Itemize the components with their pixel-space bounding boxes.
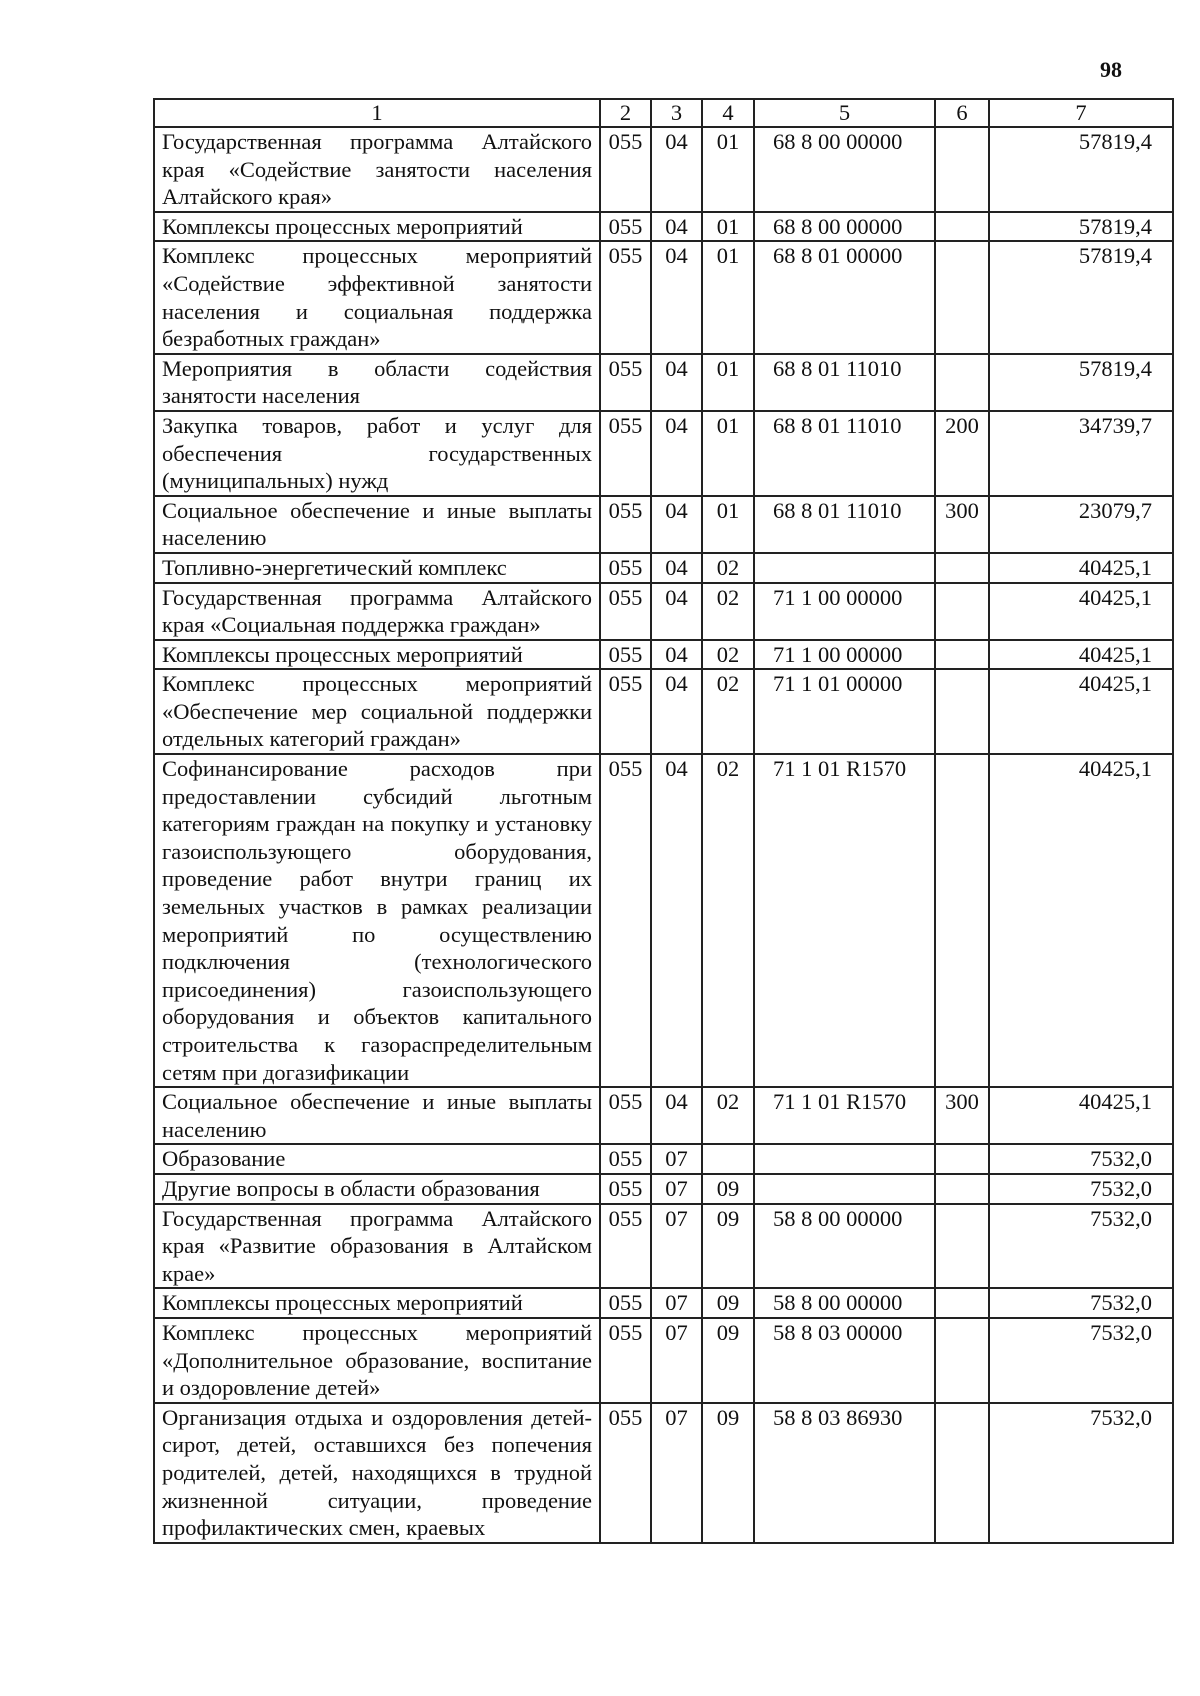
section-code-cell: 07 xyxy=(651,1204,702,1289)
row-name-cell: Комплексы процессных мероприятий xyxy=(154,640,600,670)
amount-cell: 57819,4 xyxy=(989,127,1173,212)
target-article-cell xyxy=(754,1144,935,1174)
table-row xyxy=(154,241,1173,353)
table-row xyxy=(154,411,1173,496)
target-article-cell: 58 8 00 00000 xyxy=(754,1288,935,1318)
amount-cell: 7532,0 xyxy=(989,1144,1173,1174)
section-code-cell: 07 xyxy=(651,1403,702,1543)
admin-code-cell: 055 xyxy=(600,127,651,212)
row-name-cell: Комплекс процессных мероприятий «Содействие эффективной занятости населения и социальная поддержка безработных граждан» xyxy=(154,241,600,353)
table-row xyxy=(154,553,1173,583)
amount-cell: 7532,0 xyxy=(989,1403,1173,1543)
table-row xyxy=(154,640,1173,670)
column-header-4: 4 xyxy=(702,99,754,127)
table-row xyxy=(154,127,1173,212)
subsection-code-cell: 02 xyxy=(702,1087,754,1144)
table-row xyxy=(154,583,1173,640)
expense-type-cell: 200 xyxy=(935,411,989,496)
subsection-code-cell: 01 xyxy=(702,411,754,496)
column-header-5: 5 xyxy=(754,99,935,127)
target-article-cell xyxy=(754,553,935,583)
expense-type-cell xyxy=(935,754,989,1087)
subsection-code-cell: 09 xyxy=(702,1403,754,1543)
amount-cell: 40425,1 xyxy=(989,754,1173,1087)
admin-code-cell: 055 xyxy=(600,1144,651,1174)
admin-code-cell: 055 xyxy=(600,241,651,353)
section-code-cell: 07 xyxy=(651,1288,702,1318)
target-article-cell: 71 1 01 R1570 xyxy=(754,754,935,1087)
target-article-cell: 68 8 01 11010 xyxy=(754,496,935,553)
row-name-cell: Закупка товаров, работ и услуг для обеспечения государственных (муниципальных) нужд xyxy=(154,411,600,496)
amount-cell: 7532,0 xyxy=(989,1288,1173,1318)
subsection-code-cell: 01 xyxy=(702,127,754,212)
table-row xyxy=(154,754,1173,1087)
row-name-cell: Топливно-энергетический комплекс xyxy=(154,553,600,583)
amount-cell: 7532,0 xyxy=(989,1174,1173,1204)
table-row xyxy=(154,1144,1173,1174)
target-article-cell: 68 8 01 11010 xyxy=(754,354,935,411)
row-name-cell: Государственная программа Алтайского края «Развитие образования в Алтайском крае» xyxy=(154,1204,600,1289)
expense-type-cell xyxy=(935,1318,989,1403)
section-code-cell: 04 xyxy=(651,553,702,583)
expense-type-cell xyxy=(935,1204,989,1289)
admin-code-cell: 055 xyxy=(600,411,651,496)
column-header-2: 2 xyxy=(600,99,651,127)
target-article-cell: 71 1 01 00000 xyxy=(754,669,935,754)
page-number: 98 xyxy=(1100,57,1122,82)
row-name-cell: Образование xyxy=(154,1144,600,1174)
subsection-code-cell: 01 xyxy=(702,212,754,242)
subsection-code-cell: 01 xyxy=(702,241,754,353)
subsection-code-cell: 09 xyxy=(702,1174,754,1204)
expense-type-cell xyxy=(935,553,989,583)
section-code-cell: 04 xyxy=(651,496,702,553)
admin-code-cell: 055 xyxy=(600,1087,651,1144)
admin-code-cell: 055 xyxy=(600,669,651,754)
section-code-cell: 07 xyxy=(651,1144,702,1174)
expense-type-cell xyxy=(935,127,989,212)
target-article-cell: 68 8 00 00000 xyxy=(754,212,935,242)
target-article-cell: 58 8 00 00000 xyxy=(754,1204,935,1289)
subsection-code-cell: 09 xyxy=(702,1204,754,1289)
subsection-code-cell: 02 xyxy=(702,669,754,754)
subsection-code-cell: 02 xyxy=(702,754,754,1087)
subsection-code-cell xyxy=(702,1144,754,1174)
subsection-code-cell: 02 xyxy=(702,640,754,670)
admin-code-cell: 055 xyxy=(600,1204,651,1289)
amount-cell: 40425,1 xyxy=(989,553,1173,583)
section-code-cell: 04 xyxy=(651,669,702,754)
target-article-cell: 58 8 03 86930 xyxy=(754,1403,935,1543)
row-name-cell: Комплекс процессных мероприятий «Обеспечение мер социальной поддержки отдельных категорий граждан» xyxy=(154,669,600,754)
table-row xyxy=(154,354,1173,411)
row-name-cell: Комплексы процессных мероприятий xyxy=(154,212,600,242)
subsection-code-cell: 02 xyxy=(702,553,754,583)
target-article-cell: 71 1 00 00000 xyxy=(754,640,935,670)
expense-type-cell xyxy=(935,1144,989,1174)
section-code-cell: 04 xyxy=(651,411,702,496)
section-code-cell: 04 xyxy=(651,127,702,212)
amount-cell: 40425,1 xyxy=(989,640,1173,670)
row-name-cell: Комплексы процессных мероприятий xyxy=(154,1288,600,1318)
admin-code-cell: 055 xyxy=(600,754,651,1087)
admin-code-cell: 055 xyxy=(600,640,651,670)
target-article-cell: 71 1 00 00000 xyxy=(754,583,935,640)
column-header-1: 1 xyxy=(154,99,600,127)
row-name-cell: Мероприятия в области содействия занятости населения xyxy=(154,354,600,411)
expense-type-cell: 300 xyxy=(935,1087,989,1144)
section-code-cell: 07 xyxy=(651,1318,702,1403)
expense-type-cell xyxy=(935,241,989,353)
row-name-cell: Софинансирование расходов при предоставлении субсидий льготным категориям граждан на покупку и установку газоиспользующего оборудования, проведение работ внутри границ их земельных участков в рамках реализации мероприятий по осуществлению подключения (технологического присоединения) газоиспользующего оборудования и объектов капитального строительства к газораспределительным сетям при догазификации xyxy=(154,754,600,1087)
admin-code-cell: 055 xyxy=(600,553,651,583)
column-header-3: 3 xyxy=(651,99,702,127)
amount-cell: 57819,4 xyxy=(989,212,1173,242)
table-row xyxy=(154,212,1173,242)
row-name-cell: Социальное обеспечение и иные выплаты населению xyxy=(154,1087,600,1144)
expense-type-cell xyxy=(935,354,989,411)
admin-code-cell: 055 xyxy=(600,583,651,640)
row-name-cell: Государственная программа Алтайского края «Социальная поддержка граждан» xyxy=(154,583,600,640)
amount-cell: 7532,0 xyxy=(989,1204,1173,1289)
section-code-cell: 04 xyxy=(651,1087,702,1144)
section-code-cell: 04 xyxy=(651,754,702,1087)
target-article-cell: 68 8 01 00000 xyxy=(754,241,935,353)
expense-type-cell xyxy=(935,1288,989,1318)
section-code-cell: 04 xyxy=(651,354,702,411)
section-code-cell: 04 xyxy=(651,640,702,670)
table-row xyxy=(154,1204,1173,1289)
amount-cell: 40425,1 xyxy=(989,1087,1173,1144)
row-name-cell: Другие вопросы в области образования xyxy=(154,1174,600,1204)
amount-cell: 34739,7 xyxy=(989,411,1173,496)
subsection-code-cell: 02 xyxy=(702,583,754,640)
expense-type-cell xyxy=(935,583,989,640)
column-header-7: 7 xyxy=(989,99,1173,127)
subsection-code-cell: 09 xyxy=(702,1318,754,1403)
row-name-cell: Комплекс процессных мероприятий «Дополнительное образование, воспитание и оздоровление детей» xyxy=(154,1318,600,1403)
expense-type-cell xyxy=(935,1174,989,1204)
section-code-cell: 04 xyxy=(651,583,702,640)
table-row xyxy=(154,1318,1173,1403)
amount-cell: 57819,4 xyxy=(989,241,1173,353)
row-name-cell: Организация отдыха и оздоровления детей-сирот, детей, оставшихся без попечения родителей, детей, находящихся в трудной жизненной ситуации, проведение профилактических смен, краевых xyxy=(154,1403,600,1543)
admin-code-cell: 055 xyxy=(600,1318,651,1403)
column-header-6: 6 xyxy=(935,99,989,127)
amount-cell: 57819,4 xyxy=(989,354,1173,411)
amount-cell: 23079,7 xyxy=(989,496,1173,553)
amount-cell: 40425,1 xyxy=(989,583,1173,640)
target-article-cell: 68 8 01 11010 xyxy=(754,411,935,496)
amount-cell: 7532,0 xyxy=(989,1318,1173,1403)
table-row xyxy=(154,1403,1173,1543)
subsection-code-cell: 01 xyxy=(702,354,754,411)
expense-type-cell xyxy=(935,212,989,242)
table-row xyxy=(154,496,1173,553)
budget-table xyxy=(153,98,1174,1544)
admin-code-cell: 055 xyxy=(600,212,651,242)
admin-code-cell: 055 xyxy=(600,1288,651,1318)
admin-code-cell: 055 xyxy=(600,1174,651,1204)
admin-code-cell: 055 xyxy=(600,496,651,553)
section-code-cell: 04 xyxy=(651,212,702,242)
expense-type-cell xyxy=(935,640,989,670)
table-row xyxy=(154,669,1173,754)
target-article-cell: 68 8 00 00000 xyxy=(754,127,935,212)
row-name-cell: Социальное обеспечение и иные выплаты населению xyxy=(154,496,600,553)
section-code-cell: 07 xyxy=(651,1174,702,1204)
table-row xyxy=(154,1288,1173,1318)
section-code-cell: 04 xyxy=(651,241,702,353)
subsection-code-cell: 01 xyxy=(702,496,754,553)
row-name-cell: Государственная программа Алтайского края «Содействие занятости населения Алтайского края» xyxy=(154,127,600,212)
admin-code-cell: 055 xyxy=(600,354,651,411)
table-row xyxy=(154,1087,1173,1144)
expense-type-cell: 300 xyxy=(935,496,989,553)
expense-type-cell xyxy=(935,669,989,754)
table-row xyxy=(154,1174,1173,1204)
target-article-cell xyxy=(754,1174,935,1204)
table-body xyxy=(154,127,1173,1543)
expense-type-cell xyxy=(935,1403,989,1543)
target-article-cell: 58 8 03 00000 xyxy=(754,1318,935,1403)
target-article-cell: 71 1 01 R1570 xyxy=(754,1087,935,1144)
table-header-row xyxy=(154,99,1173,127)
subsection-code-cell: 09 xyxy=(702,1288,754,1318)
amount-cell: 40425,1 xyxy=(989,669,1173,754)
admin-code-cell: 055 xyxy=(600,1403,651,1543)
